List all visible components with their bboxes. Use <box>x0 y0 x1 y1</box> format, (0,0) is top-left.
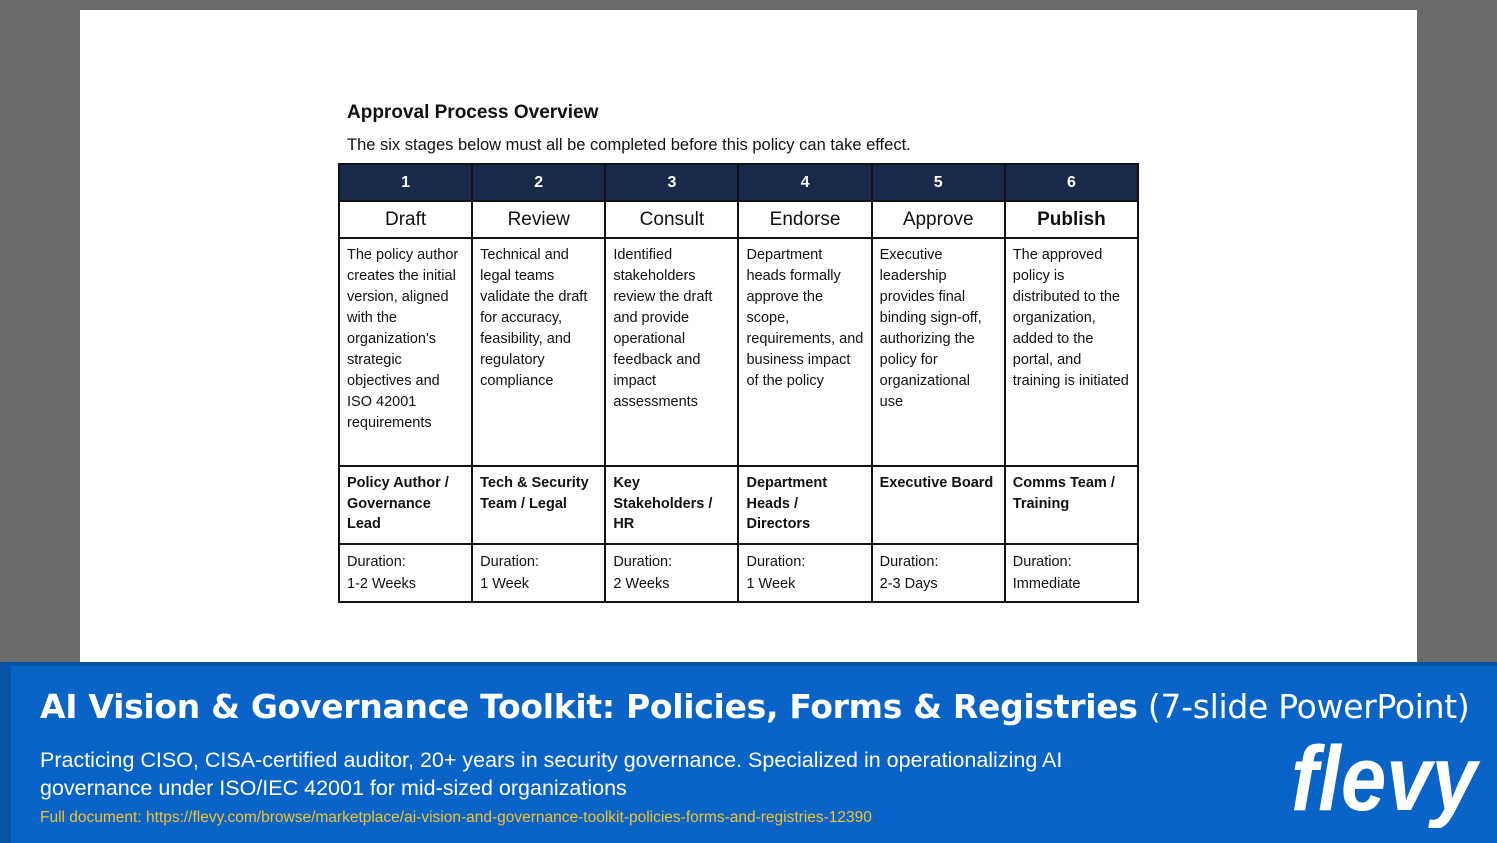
flevy-logo-text: flevy <box>1291 728 1481 828</box>
stage-owner: Department Heads / Directors <box>738 466 871 544</box>
stage-duration-cell <box>738 544 871 602</box>
product-title <box>40 687 1470 726</box>
duration-value: Immediate <box>1012 576 1081 592</box>
stage-number: 4 <box>738 164 871 201</box>
stage-number: 2 <box>472 164 605 201</box>
duration-value: 1-2 Weeks <box>347 576 417 592</box>
stage-name: Publish <box>1005 201 1138 238</box>
stage-owner: Executive Board <box>872 466 1005 544</box>
stage-description: The approved policy is distributed to the organization, added to the portal, and training is initiated <box>1005 238 1138 466</box>
document-subtitle: The six stages below must all be completed before this policy can take effect. <box>347 136 911 154</box>
flevy-logo <box>1287 728 1482 828</box>
stage-duration-row <box>339 544 1138 602</box>
stage-description: Identified stakeholders review the draft and provide operational feedback and impact assessments <box>605 238 738 466</box>
stage-number: 6 <box>1005 164 1138 201</box>
duration-value: 2-3 Days <box>879 576 938 592</box>
duration-label: Duration: <box>480 554 539 570</box>
stage-number: 1 <box>339 164 472 201</box>
stage-description: Executive leadership provides final binding sign-off, authorizing the policy for organizational use <box>872 238 1005 466</box>
duration-label: Duration: <box>347 554 406 570</box>
product-title-main: AI Vision & Governance Toolkit: Policies, Forms & Registries <box>40 687 1138 726</box>
duration-label: Duration: <box>879 554 939 570</box>
stage-owner: Policy Author / Governance Lead <box>339 466 472 544</box>
document-title: Approval Process Overview <box>347 102 599 123</box>
duration-label: Duration: <box>613 554 673 570</box>
duration-label: Duration: <box>746 554 806 570</box>
stage-name: Review <box>472 201 605 238</box>
stage-description: Department heads formally approve the scope, requirements, and business impact of the policy <box>738 238 871 466</box>
stage-duration-cell <box>339 544 472 602</box>
stage-owner: Comms Team / Training <box>1005 466 1138 544</box>
stage-duration-cell <box>605 544 738 602</box>
stage-duration-cell <box>1005 544 1138 602</box>
stage-number: 5 <box>872 164 1005 201</box>
stage-name-row <box>339 201 1138 238</box>
stage-description-row <box>339 238 1138 466</box>
stage-name: Approve <box>872 201 1005 238</box>
stage-name: Endorse <box>738 201 871 238</box>
stage-owner: Key Stakeholders / HR <box>605 466 738 544</box>
stage-description: The policy author creates the initial version, aligned with the organization's strategic objectives and ISO 42001 requirements <box>339 238 472 466</box>
duration-value: 1 Week <box>480 576 530 592</box>
stage-owner: Tech & Security Team / Legal <box>472 466 605 544</box>
stage-duration-cell <box>472 544 605 602</box>
duration-label: Duration: <box>1012 554 1072 570</box>
stage-name: Consult <box>605 201 738 238</box>
product-title-suffix: (7-slide PowerPoint) <box>1147 687 1470 726</box>
duration-value: 1 Week <box>746 576 796 592</box>
stage-number-row <box>339 164 1138 201</box>
document-link[interactable]: Full document: https://flevy.com/browse/marketplace/ai-vision-and-governance-toolkit-policies-forms-and-registries-12390 <box>40 809 872 826</box>
stage-number: 3 <box>605 164 738 201</box>
banner-left-edge <box>0 662 11 843</box>
product-description: Practicing CISO, CISA-certified auditor, 20+ years in security governance. Specialized in operationalizing AI governance under ISO/IEC 42001 for mid-sized organizations <box>40 748 1063 800</box>
document-page <box>80 10 1417 662</box>
stage-name: Draft <box>339 201 472 238</box>
duration-value: 2 Weeks <box>613 576 670 592</box>
stage-description: Technical and legal teams validate the draft for accuracy, feasibility, and regulatory compliance <box>472 238 605 466</box>
stage-owner-row <box>339 466 1138 544</box>
stage-duration-cell <box>872 544 1005 602</box>
banner-top-border <box>0 662 1497 666</box>
approval-stages-table <box>338 163 1139 603</box>
